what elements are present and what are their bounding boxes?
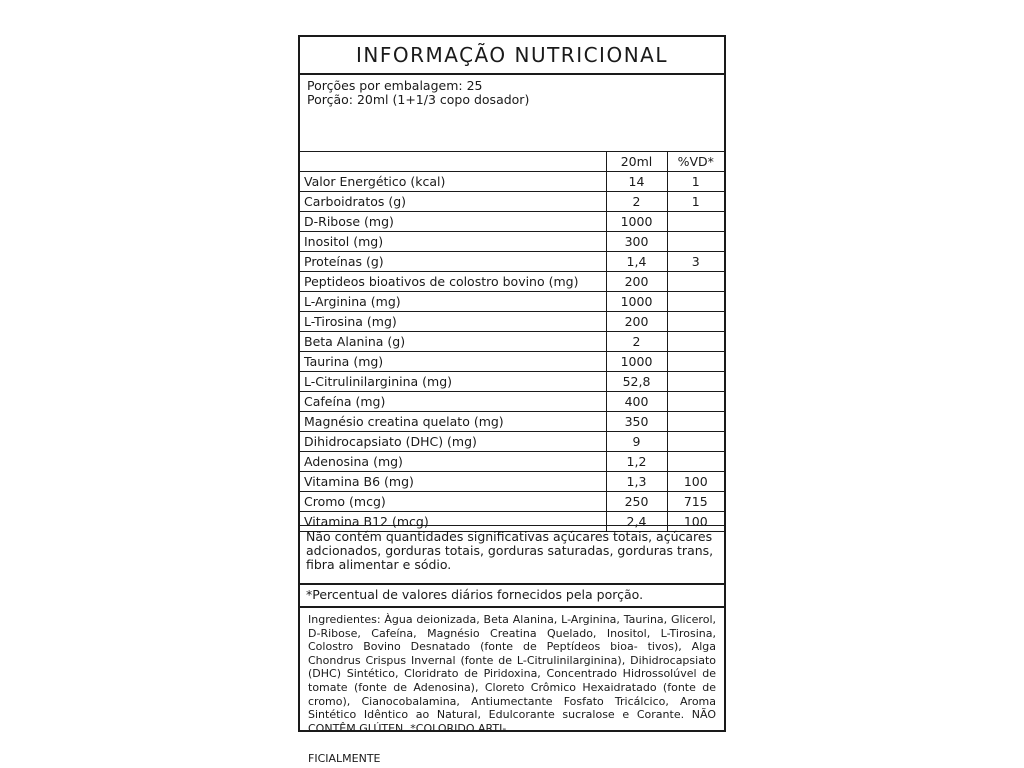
nutrition-table-body — [300, 152, 724, 532]
nutrient-daily-value — [667, 412, 724, 432]
nutrient-amount: 2 — [606, 192, 667, 212]
table-row — [300, 412, 724, 432]
nutrient-name: Proteínas (g) — [300, 252, 606, 272]
nutrient-name: Beta Alanina (g) — [300, 332, 606, 352]
nutrient-name: Peptideos bioativos de colostro bovino (mg) — [300, 272, 606, 292]
nutrient-name: Vitamina B12 (mcg) — [300, 512, 606, 532]
table-row — [300, 312, 724, 332]
nutrient-name: Vitamina B6 (mg) — [300, 472, 606, 492]
nutrient-amount: 2 — [606, 332, 667, 352]
nutrient-daily-value: 100 — [667, 472, 724, 492]
nutrient-amount: 2,4 — [606, 512, 667, 532]
nutrient-amount: 1000 — [606, 352, 667, 372]
nutrient-name: Taurina (mg) — [300, 352, 606, 372]
nutrient-amount: 200 — [606, 312, 667, 332]
table-row — [300, 172, 724, 192]
nutrient-name: L-Citrulinilarginina (mg) — [300, 372, 606, 392]
nutrient-daily-value — [667, 452, 724, 472]
nutrient-daily-value — [667, 212, 724, 232]
nutrient-name: L-Arginina (mg) — [300, 292, 606, 312]
table-row — [300, 432, 724, 452]
nutrient-amount: 1000 — [606, 212, 667, 232]
table-row — [300, 352, 724, 372]
portion-info — [300, 75, 724, 152]
table-row — [300, 292, 724, 312]
nutrient-amount: 1000 — [606, 292, 667, 312]
nutrient-daily-value: 1 — [667, 192, 724, 212]
table-row — [300, 392, 724, 412]
table-row — [300, 492, 724, 512]
table-row — [300, 192, 724, 212]
nutrient-amount: 1,2 — [606, 452, 667, 472]
nutrient-daily-value — [667, 232, 724, 252]
table-header-row — [300, 152, 724, 172]
ingredients-text-tail: FICIALMENTE — [308, 752, 381, 765]
nutrient-daily-value: 3 — [667, 252, 724, 272]
nutrient-amount: 52,8 — [606, 372, 667, 392]
nutrient-daily-value: 1 — [667, 172, 724, 192]
nutrient-amount: 1,3 — [606, 472, 667, 492]
column-header-amount: 20ml — [606, 152, 667, 172]
table-row — [300, 272, 724, 292]
table-row — [300, 372, 724, 392]
nutrient-name: Inositol (mg) — [300, 232, 606, 252]
nutrient-name: Magnésio creatina quelato (mg) — [300, 412, 606, 432]
nutrient-daily-value — [667, 352, 724, 372]
table-row — [300, 332, 724, 352]
nutrient-name: L-Tirosina (mg) — [300, 312, 606, 332]
table-row — [300, 472, 724, 492]
nutrient-amount: 1,4 — [606, 252, 667, 272]
table-row — [300, 452, 724, 472]
nutrient-amount: 9 — [606, 432, 667, 452]
nutrition-table — [300, 152, 724, 532]
nutrient-amount: 200 — [606, 272, 667, 292]
ingredients-text: Ingredientes: Àgua deionizada, Beta Alanina, L-Arginina, Taurina, Glicerol, D-Ribose, Cafeína, Magnésio Creatina Quelado, Inositol, L-Tirosina, Colostro Bovino Desnatado (fonte de Peptídeos bioa- tivos), Alga Chondrus Crispus Invernal (fonte de L-Citrulinilarginina), Dihidrocapsiato (DHC) Sintético, Cloridrato de Piridoxina, Concentrado Hidrossolúvel de tomate (fonte de Adenosina), Cloreto Crômico Hexaidratado (fonte de cromo), Cianocobalamina, Antiumectante Fosfato Tricálcico, Aroma Sintético Idêntico ao Natural, Edulcorante sucralose e Corante. NÃO CONTÊM GLÚTEN. *COLORIDO ARTI- — [308, 613, 716, 735]
nutrient-name: Dihidrocapsiato (DHC) (mg) — [300, 432, 606, 452]
nutrient-daily-value — [667, 292, 724, 312]
nutrient-daily-value: 100 — [667, 512, 724, 532]
nutrient-daily-value — [667, 392, 724, 412]
nutrient-daily-value — [667, 332, 724, 352]
nutrient-daily-value: 715 — [667, 492, 724, 512]
nutrient-amount: 350 — [606, 412, 667, 432]
nutrient-name: Adenosina (mg) — [300, 452, 606, 472]
table-row — [300, 232, 724, 252]
nutrient-name: Cafeína (mg) — [300, 392, 606, 412]
nutrient-daily-value — [667, 312, 724, 332]
column-header-nutrient — [300, 152, 606, 172]
column-header-daily-value: %VD* — [667, 152, 724, 172]
table-row — [300, 212, 724, 232]
nutrition-label — [298, 35, 726, 765]
table-row — [300, 252, 724, 272]
nutrient-amount: 14 — [606, 172, 667, 192]
serving-size: Porção: 20ml (1+1/3 copo dosador) — [307, 92, 530, 107]
daily-value-footnote: *Percentual de valores diários fornecidos pela porção. — [300, 585, 724, 608]
ingredients-section — [300, 608, 724, 765]
nutrient-name: Cromo (mcg) — [300, 492, 606, 512]
nutrient-daily-value — [667, 432, 724, 452]
nutrient-amount: 400 — [606, 392, 667, 412]
servings-per-package: Porções por embalagem: 25 — [307, 78, 483, 93]
nutrient-name: D-Ribose (mg) — [300, 212, 606, 232]
nutrient-name: Valor Energético (kcal) — [300, 172, 606, 192]
nutrient-daily-value — [667, 272, 724, 292]
nutrient-amount: 250 — [606, 492, 667, 512]
insignificant-amounts-note: Não contém quantidades significativas açúcares totais, açúcares adcionados, gorduras totais, gorduras saturadas, gorduras trans, fibra alimentar e sódio. — [300, 525, 724, 585]
nutrient-daily-value — [667, 372, 724, 392]
nutrient-name: Carboidratos (g) — [300, 192, 606, 212]
nutrient-amount: 300 — [606, 232, 667, 252]
label-title: INFORMAÇÃO NUTRICIONAL — [300, 37, 724, 75]
